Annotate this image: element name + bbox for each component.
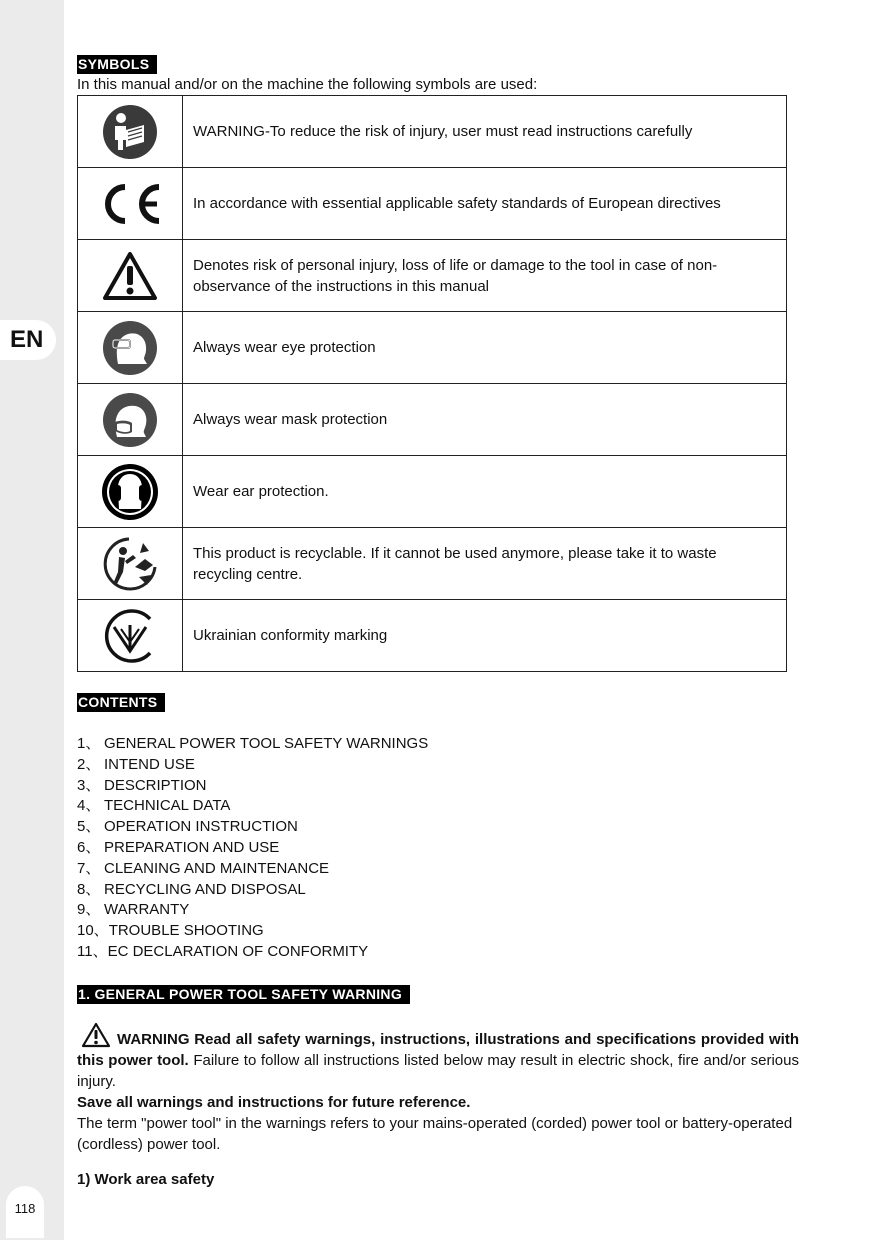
read-manual-icon (102, 104, 158, 160)
item-label: RECYCLING AND DISPOSAL (104, 880, 306, 898)
symbols-table (77, 95, 787, 672)
icon-cell (78, 168, 183, 240)
warning-text: Failure to follow all instructions listed below may result in electric shock, fire and/or serious injury. (77, 1052, 799, 1090)
list-item (77, 796, 428, 817)
item-number: 1、 (77, 735, 101, 752)
list-item (77, 921, 428, 942)
work-area-safety-heading: 1) Work area safety (77, 1171, 215, 1188)
mask-protection-icon (102, 392, 158, 448)
table-row (78, 600, 787, 672)
table-row (78, 456, 787, 528)
symbols-intro: In this manual and/or on the machine the following symbols are used: (77, 76, 538, 93)
recycle-icon (99, 533, 161, 595)
contents-heading: CONTENTS (77, 693, 165, 712)
item-number: 10、 (77, 922, 109, 940)
item-number: 6、 (77, 838, 101, 856)
item-number: 3、 (77, 776, 101, 794)
list-item (77, 838, 428, 859)
eye-protection-icon (102, 320, 158, 376)
icon-cell (78, 96, 183, 168)
item-number: 5、 (77, 818, 101, 836)
item-number: 2、 (77, 755, 101, 773)
warning-triangle-icon (81, 1022, 111, 1048)
item-number: 7、 (77, 859, 101, 877)
symbol-description: This product is recyclable. If it cannot be used anymore, please take it to waste recycling centre. (183, 528, 787, 600)
symbol-description: Always wear eye protection (183, 312, 787, 384)
icon-cell (78, 456, 183, 528)
page-number: 118 (6, 1186, 44, 1238)
icon-cell (78, 240, 183, 312)
symbol-description: Ukrainian conformity marking (183, 600, 787, 672)
safety-warning-block (77, 1022, 799, 1155)
ce-mark-icon (96, 181, 164, 227)
icon-cell (78, 384, 183, 456)
item-label: CLEANING AND MAINTENANCE (104, 859, 330, 877)
item-label: GENERAL POWER TOOL SAFETY WARNINGS (104, 735, 429, 752)
symbol-description: Denotes risk of personal injury, loss of life or damage to the tool in case of non-observance of the instructions in this manual (183, 240, 787, 312)
symbol-description: In accordance with essential applicable safety standards of European directives (183, 168, 787, 240)
item-label: INTEND USE (104, 755, 195, 773)
term-note: The term "power tool" in the warnings refers to your mains-operated (corded) power tool or battery-operated (cordless) power tool. (77, 1115, 793, 1153)
list-item (77, 859, 428, 880)
side-band (0, 0, 64, 1240)
table-row (78, 96, 787, 168)
item-number: 9、 (77, 901, 101, 919)
item-number: 4、 (77, 797, 101, 815)
warning-bold-text: WARNING Read all safety warnings, instructions, illustrations and specifications provided with this power tool. (77, 1031, 799, 1069)
list-item (77, 755, 428, 776)
table-row (78, 240, 787, 312)
icon-cell (78, 528, 183, 600)
list-item (77, 817, 428, 838)
table-row (78, 384, 787, 456)
icon-cell (78, 600, 183, 672)
table-row (78, 168, 787, 240)
item-label: OPERATION INSTRUCTION (104, 818, 298, 836)
item-label: TECHNICAL DATA (104, 797, 231, 815)
symbol-description: Always wear mask protection (183, 384, 787, 456)
ukrainian-conformity-icon (100, 605, 160, 667)
safety-heading: 1. GENERAL POWER TOOL SAFETY WARNING (77, 985, 410, 1004)
symbol-description: WARNING-To reduce the risk of injury, user must read instructions carefully (183, 96, 787, 168)
item-number: 11、 (77, 942, 108, 960)
warning-triangle-icon (102, 250, 158, 302)
icon-cell (78, 312, 183, 384)
list-item (77, 880, 428, 901)
list-item (77, 942, 428, 963)
list-item (77, 900, 428, 921)
item-label: DESCRIPTION (104, 776, 207, 794)
list-item (77, 734, 428, 755)
table-row (78, 528, 787, 600)
item-number: 8、 (77, 880, 101, 898)
list-item (77, 776, 428, 797)
table-row (78, 312, 787, 384)
symbol-description: Wear ear protection. (183, 456, 787, 528)
contents-list (77, 734, 428, 963)
warning-paragraph (77, 1022, 799, 1092)
item-label: EC DECLARATION OF CONFORMITY (107, 942, 369, 960)
language-tab: EN (0, 320, 56, 360)
item-label: TROUBLE SHOOTING (108, 922, 264, 940)
item-label: WARRANTY (104, 901, 190, 919)
save-note: Save all warnings and instructions for future reference. (77, 1094, 471, 1111)
item-label: PREPARATION AND USE (104, 838, 280, 856)
symbols-heading: SYMBOLS (77, 55, 157, 74)
ear-protection-icon (101, 463, 159, 521)
